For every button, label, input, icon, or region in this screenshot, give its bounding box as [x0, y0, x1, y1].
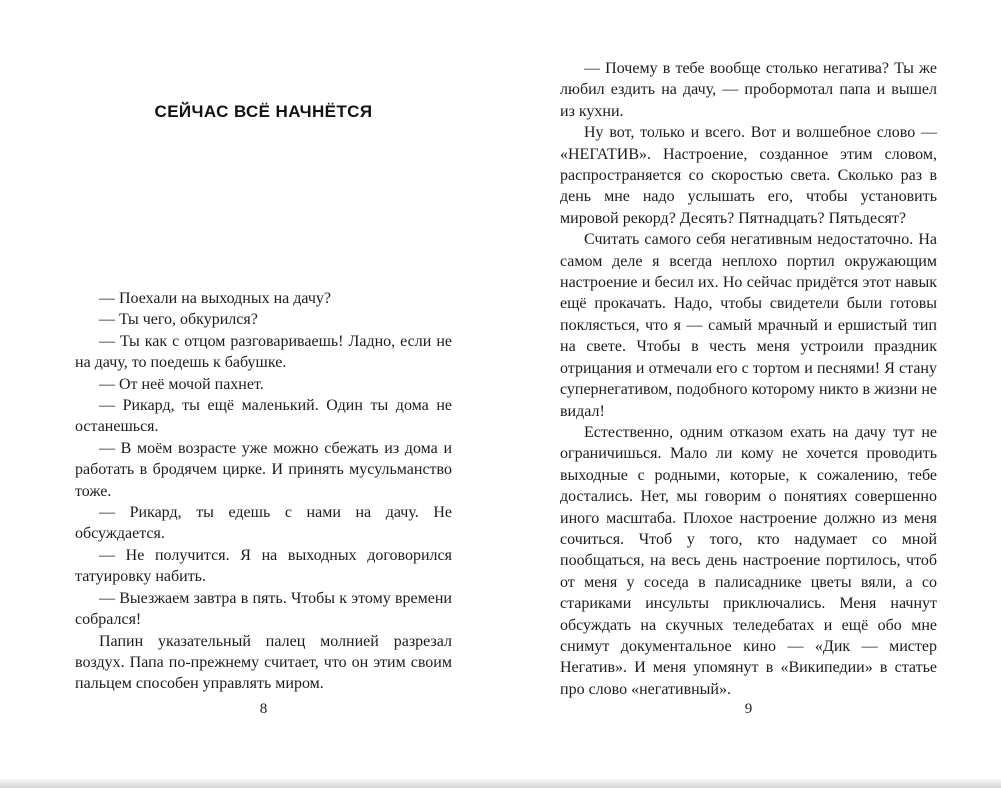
paragraph: Ну вот, только и всего. Вот и волшебное слово — «НЕГАТИВ». Настроение, созданное этим словом, распространяется со скоростью света. Сколько раз в день мне надо услышать его, чтобы установить мировой рекорд? Десять? Пятнадцать? Пятьдесят? — [560, 124, 937, 227]
paragraph: Считать самого себя негативным недостаточно. На самом деле я всегда неплохо портил окружающим настроение и бесил их. Но сейчас придётся этот навык ещё прокачать. Надо, чтобы свидетели были готовы поклясться, что я — самый мрачный и ершистый тип на свете. Чтобы в честь меня устроили праздник отрицания и отмечали его с тортом и песнями! Я стану супернегативом, подобного которому никто в жизни не видал! — [560, 231, 937, 420]
paragraph: Естественно, одним отказом ехать на дачу тут не ограничишься. Мало ли кому не хочется проводить выходные с родными, которые, к сожалению, тебе достались. Нет, мы говорим о понятиях совершенно иного масштаба. Плохое настроение должно из меня сочиться. Чтоб у того, кто надумает со мной пообщаться, на весь день настроение портилось, чтоб от меня у соседа в палисаднике цветы вяли, а со стариками инсульты приключались. Меня начнут обсуждать на скучных теледебатах и ещё обо мне снимут документальное кино — «Дик — мистер Негатив». И меня упомянут в «Википедии» в статье про слово «негативный». — [560, 423, 937, 698]
paragraph: — Поехали на выходных на дачу? — [99, 290, 331, 307]
page-number-right: 9 — [744, 701, 753, 717]
paragraph: — В моём возрасте уже можно сбежать из дома и работать в бродячем цирке. И принять мусульманство тоже. — [75, 439, 452, 500]
paragraph: — Ты как с отцом разговариваешь! Ладно, если не на дачу, то поедешь к бабушке. — [75, 332, 452, 372]
paragraph: — Не получится. Я на выходных договорился татуировку набить. — [75, 546, 452, 586]
page-bottom-shadow — [0, 779, 1001, 788]
left-page-text — [75, 288, 452, 695]
paragraph: — Рикард, ты ещё маленький. Один ты дома не останешься. — [75, 397, 452, 436]
paragraph: — От неё мочой пахнет. — [99, 375, 264, 393]
paragraph: — Почему в тебе вообще столько негатива? Ты же любил ездить на дачу, — пробормотал папа и вышел из кухни. — [560, 60, 937, 120]
paragraph: — Ты чего, обкурился? — [99, 311, 258, 329]
paragraph: — Выезжаем завтра в пять. Чтобы к этому времени собрался! — [75, 589, 452, 629]
right-page-text — [560, 58, 937, 700]
chapter-title: СЕЙЧАС ВСЁ НАЧНЁТСЯ — [154, 102, 373, 121]
paragraph: — Рикард, ты едешь с нами на дачу. Не обсуждается. — [75, 504, 452, 543]
page-number-left: 8 — [259, 701, 268, 717]
paragraph: Папин указательный палец молнией разрезал воздух. Папа по-прежнему считает, что он этим своим пальцем способен управлять миром. — [75, 632, 452, 693]
